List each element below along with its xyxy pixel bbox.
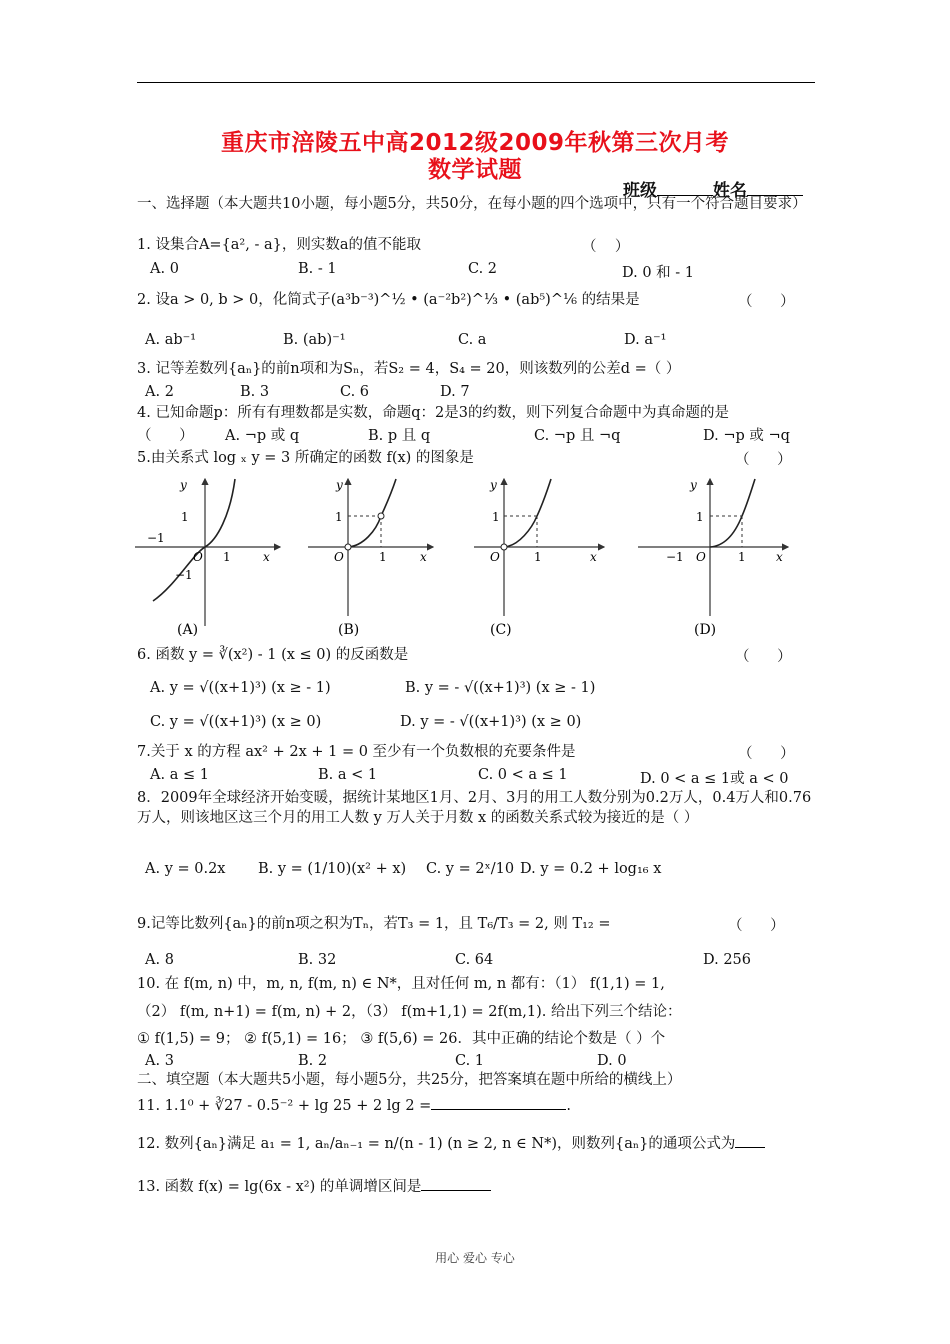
q8-option-d: D. y = 0.2 + log₁₆ x	[520, 861, 662, 877]
graph-a-y-neg-one: −1	[175, 568, 193, 582]
fill-12	[137, 1133, 817, 1154]
graph-a-x-neg-one: −1	[147, 531, 165, 545]
question-4-paren: （ ）	[137, 428, 194, 444]
question-9-stem: 9.记等比数列{aₙ}的前n项之积为Tₙ，若T₃ = 1，且 T₆/T₃ = 2, 则 T₁₂ =	[137, 916, 611, 932]
q4-option-d: D. ¬p 或 ¬q	[703, 428, 790, 444]
graph-a-x-label: x	[263, 550, 270, 564]
q9-option-d: D. 256	[703, 952, 752, 968]
q10-option-d: D. 0	[597, 1053, 627, 1069]
fill-11-blank[interactable]	[431, 1095, 566, 1110]
q8-option-c: C. y = 2ˣ/10	[426, 861, 515, 877]
q2-option-d: D. a⁻¹	[624, 332, 667, 348]
graph-b-y-label: y	[336, 478, 343, 492]
q10-option-b: B. 2	[298, 1053, 328, 1069]
q4-option-b: B. p 且 q	[368, 428, 431, 444]
graph-c-label: (C)	[490, 622, 512, 638]
q1-option-b: B. - 1	[298, 261, 337, 277]
question-7-stem: 7.关于 x 的方程 ax² + 2x + 1 = 0 至少有一个负数根的充要条件是	[137, 744, 576, 760]
q7-option-c: C. 0 < a ≤ 1	[478, 767, 568, 783]
fill-13-blank[interactable]	[421, 1176, 491, 1191]
graph-b-x-one: 1	[379, 550, 387, 564]
question-5-paren: （ ）	[735, 452, 792, 468]
page-footer: 用心 爱心 专心	[435, 1251, 515, 1265]
graph-a-curve	[153, 479, 235, 601]
fill-13	[137, 1176, 817, 1197]
q4-option-a: A. ¬p 或 q	[225, 428, 300, 444]
question-10-stem: 10. 在 f(m, n) 中，m, n, f(m, n) ∈ N*，且对任何 m, n 都有：（1） f(1,1) = 1,	[137, 976, 665, 992]
question-5-stem: 5.由关系式 log ₓ y = 3 所确定的函数 f(x) 的图象是	[137, 450, 474, 466]
graph-a-y-one: 1	[181, 510, 189, 524]
q4-option-c: C. ¬p 且 ¬q	[534, 428, 621, 444]
graph-c-curve	[504, 479, 551, 547]
graph-b-curve	[348, 479, 396, 547]
page-title: 重庆市涪陵五中高2012级2009年秋第三次月考	[220, 130, 730, 156]
q8-option-a: A. y = 0.2x	[145, 861, 226, 877]
question-4-stem: 4. 已知命题p：所有有理数都是实数，命题q：2是3的约数，则下列复合命题中为真命题的是	[137, 405, 729, 421]
graph-b-open-origin	[345, 544, 351, 550]
graph-b-y-one: 1	[335, 510, 343, 524]
q3-option-c: C. 6	[340, 384, 370, 400]
graph-d-x-label: x	[776, 550, 783, 564]
page-subtitle: 数学试题	[428, 157, 522, 183]
graph-d-y-label: y	[690, 478, 697, 492]
section1-heading: 一、选择题（本大题共10小题，每小题5分，共50分，在每小题的四个选项中，只有一个符合题目要求）	[137, 196, 807, 212]
q1-option-a: A. 0	[150, 261, 179, 277]
question-1-stem: 1. 设集合A={a², - a}，则实数a的值不能取	[137, 237, 421, 253]
fill-11-stem: 11. 1.1⁰ + ∛27 - 0.5⁻² + lg 25 + 2 lg 2 =	[137, 1098, 432, 1114]
question-1-paren: （ ）	[582, 239, 630, 255]
q9-option-a: A. 8	[145, 952, 174, 968]
question-6-stem: 6. 函数 y = ∛(x²) - 1 (x ≤ 0) 的反函数是	[137, 647, 409, 663]
graph-d-x-neg-one: −1	[666, 550, 684, 564]
question-2-stem: 2. 设a > 0, b > 0，化简式子(a³b⁻³)^½ • (a⁻²b²)^⅓ • (ab⁵)^⅙ 的结果是	[137, 292, 640, 308]
graph-c-y-one: 1	[492, 510, 500, 524]
graph-b-open-point	[378, 513, 384, 519]
question-8-stem: 8．2009年全球经济开始变暖，据统计某地区1月、2月、3月的用工人数分别为0.2万人，0.4万人和0.76万人，则该地区这三个月的用工人数 y 万人关于月数 x 的函数关系式较为接近的是（ ）	[137, 790, 812, 826]
question-9-paren: （ ）	[728, 918, 785, 934]
graph-c-x-label: x	[590, 550, 597, 564]
section2-heading: 二、填空题（本大题共5小题，每小题5分，共25分，把答案填在题中所给的横线上）	[137, 1072, 682, 1088]
fill-12-stem: 12. 数列{aₙ}满足 a₁ = 1, aₙ/aₙ₋₁ = n/(n - 1) (n ≥ 2, n ∈ N*)，则数列{aₙ}的通项公式为	[137, 1136, 736, 1152]
graph-c-open-origin	[501, 544, 507, 550]
q1-option-c: C. 2	[468, 261, 498, 277]
graph-c-origin: O	[490, 550, 500, 564]
graph-b-x-label: x	[420, 550, 427, 564]
q2-option-b: B. (ab)⁻¹	[283, 332, 346, 348]
graph-a	[135, 476, 285, 641]
graph-a-label: (A)	[177, 622, 199, 638]
q7-option-d: D. 0 < a ≤ 1或 a < 0	[640, 771, 789, 787]
fill-12-blank[interactable]	[735, 1133, 765, 1148]
graph-d-y-one: 1	[696, 510, 704, 524]
graph-a-y-label: y	[180, 478, 187, 492]
header-rule	[137, 82, 815, 83]
name-label: 姓名	[713, 181, 747, 201]
graph-d-label: (D)	[694, 622, 717, 638]
q6-option-b: B. y = - √((x+1)³) (x ≥ - 1)	[405, 680, 596, 696]
graph-b	[308, 476, 438, 641]
graph-d	[638, 476, 793, 641]
graph-b-origin: O	[334, 550, 344, 564]
q9-option-c: C. 64	[455, 952, 494, 968]
q6-option-a: A. y = √((x+1)³) (x ≥ - 1)	[150, 680, 331, 696]
q2-option-c: C. a	[458, 332, 487, 348]
question-7-paren: （ ）	[738, 746, 795, 762]
question-2-paren: （ ）	[738, 294, 795, 310]
q2-option-a: A. ab⁻¹	[145, 332, 197, 348]
q1-option-d: D. 0 和 - 1	[622, 265, 695, 281]
graph-b-label: (B)	[338, 622, 360, 638]
q3-option-a: A. 2	[145, 384, 174, 400]
question-10-line2: （2） f(m, n+1) = f(m, n) + 2，（3） f(m+1,1) = 2f(m,1). 给出下列三个结论：	[137, 1004, 682, 1020]
q10-option-a: A. 3	[145, 1053, 174, 1069]
q10-option-c: C. 1	[455, 1053, 485, 1069]
fill-13-stem: 13. 函数 f(x) = lg(6x - x²) 的单调增区间是	[137, 1179, 422, 1195]
graph-d-x-one: 1	[738, 550, 746, 564]
question-3-stem: 3. 记等差数列{aₙ}的前n项和为Sₙ，若S₂ = 4，S₄ = 20，则该数列的公差d =（ ）	[137, 361, 681, 377]
q9-option-b: B. 32	[298, 952, 337, 968]
class-label: 班级	[623, 181, 657, 201]
q7-option-a: A. a ≤ 1	[150, 767, 209, 783]
question-10-line3: ① f(1,5) = 9； ② f(5,1) = 16； ③ f(5,6) = 26．其中正确的结论个数是（ ）个	[137, 1031, 666, 1047]
graph-a-origin: O	[193, 550, 203, 564]
graph-c-x-one: 1	[534, 550, 542, 564]
graph-c-y-label: y	[490, 478, 497, 492]
graph-c	[474, 476, 609, 641]
fill-11	[137, 1095, 817, 1116]
q6-option-d: D. y = - √((x+1)³) (x ≥ 0)	[400, 714, 582, 730]
graph-a-x-one: 1	[223, 550, 231, 564]
q7-option-b: B. a < 1	[318, 767, 378, 783]
q8-option-b: B. y = (1/10)(x² + x)	[258, 861, 407, 877]
question-6-paren: （ ）	[735, 649, 792, 665]
q3-option-b: B. 3	[240, 384, 270, 400]
graph-d-origin: O	[696, 550, 706, 564]
q6-option-c: C. y = √((x+1)³) (x ≥ 0)	[150, 714, 322, 730]
graph-d-curve	[710, 479, 755, 547]
fill-11-tail: .	[566, 1098, 571, 1114]
q3-option-d: D. 7	[440, 384, 470, 400]
